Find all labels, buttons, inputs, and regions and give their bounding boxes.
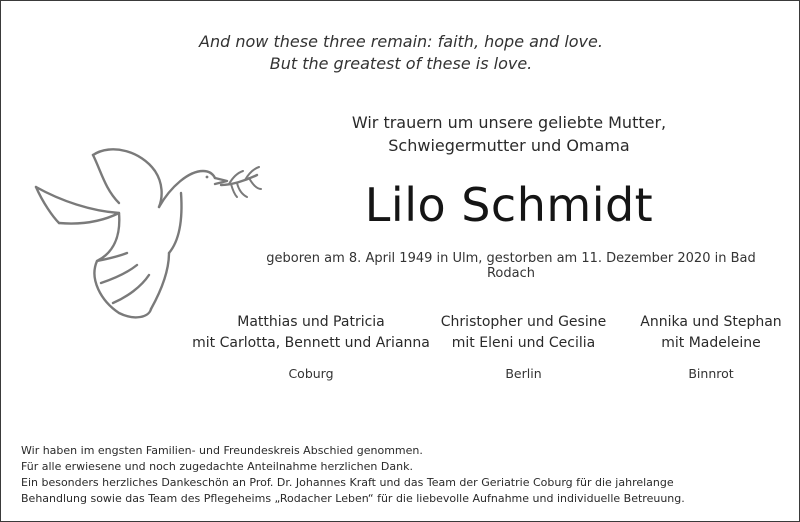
family-group-3: [631, 312, 791, 354]
family-city: Binnrot: [688, 366, 734, 381]
thanks-line: Behandlung sowie das Team des Pflegeheims „Rodacher Leben“ für die liebevolle Aufnahme und individuelle Betreuung.: [21, 492, 685, 505]
family-children: mit Eleni und Cecilia: [451, 335, 596, 351]
family-city: Berlin: [505, 366, 542, 381]
life-dates: geboren am 8. April 1949 in Ulm, gestorben am 11. Dezember 2020 in Bad Rodach: [266, 251, 756, 281]
family-children: mit Madeleine: [661, 335, 761, 351]
family-children: mit Carlotta, Bennett und Arianna: [192, 335, 430, 351]
motto-line-2: But the greatest of these is love.: [269, 54, 533, 73]
thanks-line: Für alle erwiesene und noch zugedachte Anteilnahme herzlichen Dank.: [21, 460, 413, 473]
thanks-line: Ein besonders herzliches Dankeschön an Prof. Dr. Johannes Kraft und das Team der Geriatrie Coburg für die jahrelange: [21, 476, 674, 489]
motto-line-1: And now these three remain: faith, hope and love.: [199, 32, 603, 51]
family-group-2: [431, 312, 616, 354]
thanks-text: [21, 443, 791, 507]
intro-line-1: Wir trauern um unsere geliebte Mutter,: [351, 113, 667, 132]
intro-line-2: Schwiegermutter und Omama: [388, 136, 630, 155]
family-names: Christopher und Gesine: [440, 314, 607, 330]
family-names: Matthias und Patricia: [237, 314, 385, 330]
family-names: Annika und Stephan: [640, 314, 782, 330]
family-city: Coburg: [288, 366, 334, 381]
family-group-1: [191, 312, 431, 354]
deceased-name: Lilo Schmidt: [364, 178, 654, 232]
dove-with-olive-branch-icon: [31, 141, 266, 326]
thanks-line: Wir haben im engsten Familien- und Freundeskreis Abschied genommen.: [21, 444, 423, 457]
